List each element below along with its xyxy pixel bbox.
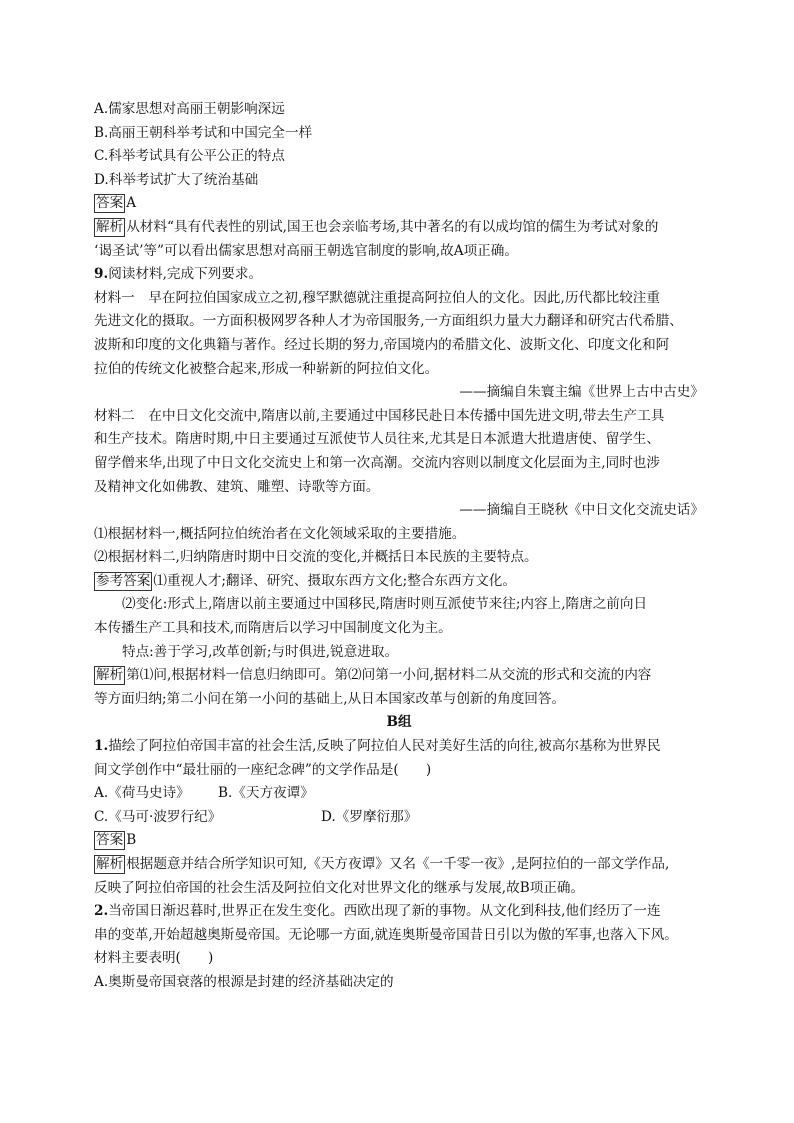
q9-material1-line-1: 材料一 早在阿拉伯国家成立之初,穆罕默德就注重提高阿拉伯人的文化。因此,历代都比较注重 — [94, 289, 660, 306]
q9-material1-line-4: 拉伯的传统文化被整合起来,形成一种崭新的阿拉伯文化。 — [94, 360, 439, 377]
b-q2-stem-text-1: 当帝国日渐迟暮时,世界正在发生变化。西欧出现了新的事物。从文化到科技,他们经历了一连 — [108, 903, 661, 920]
b-q1-options-row-1 — [94, 782, 704, 806]
q9-ref-answer-line-2: ⑵变化:形式上,隋唐以前主要通过中国移民,隋唐时则互派使节来往;内容上,隋唐之前向日 — [122, 596, 648, 613]
q9-analysis-line-1 — [94, 664, 704, 688]
q9-analysis-text-1: 第⑴问,根据材料一信息归纳即可。第⑵问第一小问,据材料二从交流的形式和交流的内容 — [126, 667, 652, 684]
b-q1-number: 1. — [94, 738, 109, 755]
q9-ref-answer-line-4: 特点:善于学习,改革创新;与时俱进,锐意进取。 — [122, 643, 399, 660]
q8-analysis-text-1: 从材料“具有代表性的别试,国王也会亲临考场,其中著名的有以成均馆的儒生为考试对象的 — [126, 218, 659, 235]
b-q1-option-b: B.《天方夜谭》 — [218, 785, 314, 802]
q9-ref-answer-text-1: ⑴重视人才;翻译、研究、摄取东西方文化;整合东西方文化。 — [153, 572, 516, 589]
analysis-tag: 解析 — [96, 667, 124, 684]
q9-material2-line-2: 和生产技术。隋唐时期,中日主要通过互派使节人员往来,尤其是日本派遣大批遣唐使、留学生、 — [94, 431, 660, 448]
q8-answer-value: A — [126, 195, 137, 212]
b-q1-stem-line-1 — [94, 735, 704, 759]
answer-tag: 答案 — [96, 832, 124, 849]
q9-ref-answer-line-1 — [94, 570, 704, 594]
ref-answer-tag: 参考答案 — [96, 572, 151, 589]
q9-material1-line-2: 先进文化的摄取。一方面积极网罗各种人才为帝国服务,一方面组织力量大力翻译和研究古代希腊、 — [94, 313, 683, 330]
b-q2-number: 2. — [94, 903, 109, 920]
analysis-tag: 解析 — [96, 856, 124, 872]
q9-number: 9. — [94, 266, 109, 283]
q8-analysis-line-1 — [94, 216, 704, 240]
b-q2-option-a: A.奥斯曼帝国衰落的根源是封建的经济基础决定的 — [94, 973, 394, 990]
q9-material1-source: ——摘编自朱寰主编《世界上古中古史》 — [459, 384, 704, 401]
q8-option-d: D.科举考试扩大了统治基础 — [94, 171, 259, 188]
q9-analysis-line-2: 等方面归纳;第二小问在第一小问的基础上,从日本国家改革与创新的角度回答。 — [94, 690, 566, 707]
b-q1-stem-line-2: 间文学创作中“最壮丽的一座纪念碑”的文学作品是( ) — [94, 761, 432, 778]
b-q1-answer-line — [94, 829, 704, 853]
b-q1-stem-text-1: 描绘了阿拉伯帝国丰富的社会生活,反映了阿拉伯人民对美好生活的向往,被高尔基称为世界民 — [108, 738, 661, 755]
b-q1-option-a: A.《荷马史诗》 — [94, 785, 190, 802]
q9-material2-line-1: 材料二 在中日文化交流中,隋唐以前,主要通过中国移民赴日本传播中国先进文明,带去生产工具 — [94, 407, 665, 424]
b-q1-option-d: D.《罗摩衍那》 — [321, 808, 418, 825]
analysis-tag: 解析 — [96, 218, 124, 235]
q8-answer-line — [94, 192, 704, 216]
q9-question-2: ⑵根据材料二,归纳隋唐时期中日交流的变化,并概括日本民族的主要特点。 — [94, 549, 538, 566]
q9-title-text: 阅读材料,完成下列要求。 — [108, 266, 263, 283]
answer-tag: 答案 — [96, 195, 124, 212]
q8-analysis-line-2: ‘谒圣试’等”可以看出儒家思想对高丽王朝选官制度的影响,故A项正确。 — [94, 242, 518, 259]
b-q2-stem-line-1 — [94, 900, 704, 924]
b-q1-analysis-line-1 — [94, 853, 704, 877]
q9-question-1: ⑴根据材料一,概括阿拉伯统治者在文化领域采取的主要措施。 — [94, 525, 466, 542]
b-q2-stem-line-2: 串的变革,开始超越奥斯曼帝国。无论哪一方面,就连奥斯曼帝国昔日引以为傲的军事,也落入下风。 — [94, 926, 678, 943]
q9-title — [94, 263, 704, 287]
q8-option-b: B.高丽王朝科举考试和中国完全一样 — [94, 124, 313, 141]
b-q1-analysis-line-2: 反映了阿拉伯帝国的社会生活及阿拉伯文化对世界文化的继承与发展,故B项正确。 — [94, 879, 585, 896]
group-b-title: B组 — [386, 714, 412, 731]
q8-option-c: C.科举考试具有公平公正的特点 — [94, 148, 285, 165]
q9-material2-line-4: 及精神文化如佛教、建筑、雕塑、诗歌等方面。 — [94, 478, 380, 495]
q9-ref-answer-line-3: 本传播生产工具和技术,而隋唐后以学习中国制度文化为主。 — [94, 620, 452, 637]
q9-material2-line-3: 留学僧来华,出现了中日文化交流史上和第一次高潮。交流内容则以制度文化层面为主,同时也涉 — [94, 454, 660, 471]
b-q1-analysis-text-1: 根据题意并结合所学知识可知,《天方夜谭》又名《一千零一夜》,是阿拉伯的一部文学作品, — [126, 856, 670, 872]
q9-material2-source: ——摘编自王晓秋《中日文化交流史话》 — [459, 502, 704, 519]
q8-option-a: A.儒家思想对高丽王朝影响深远 — [94, 101, 285, 117]
q9-material1-line-3: 波斯和印度的文化典籍与著作。经过长期的努力,帝国境内的希腊文化、波斯文化、印度文化和阿 — [94, 336, 670, 353]
b-q1-option-c: C.《马可·波罗行纪》 — [94, 808, 222, 825]
document-content — [94, 98, 704, 995]
b-q1-options-row-2 — [94, 806, 704, 830]
b-q1-answer-value: B — [126, 832, 137, 849]
b-q2-stem-line-3: 材料主要表明( ) — [94, 950, 214, 967]
